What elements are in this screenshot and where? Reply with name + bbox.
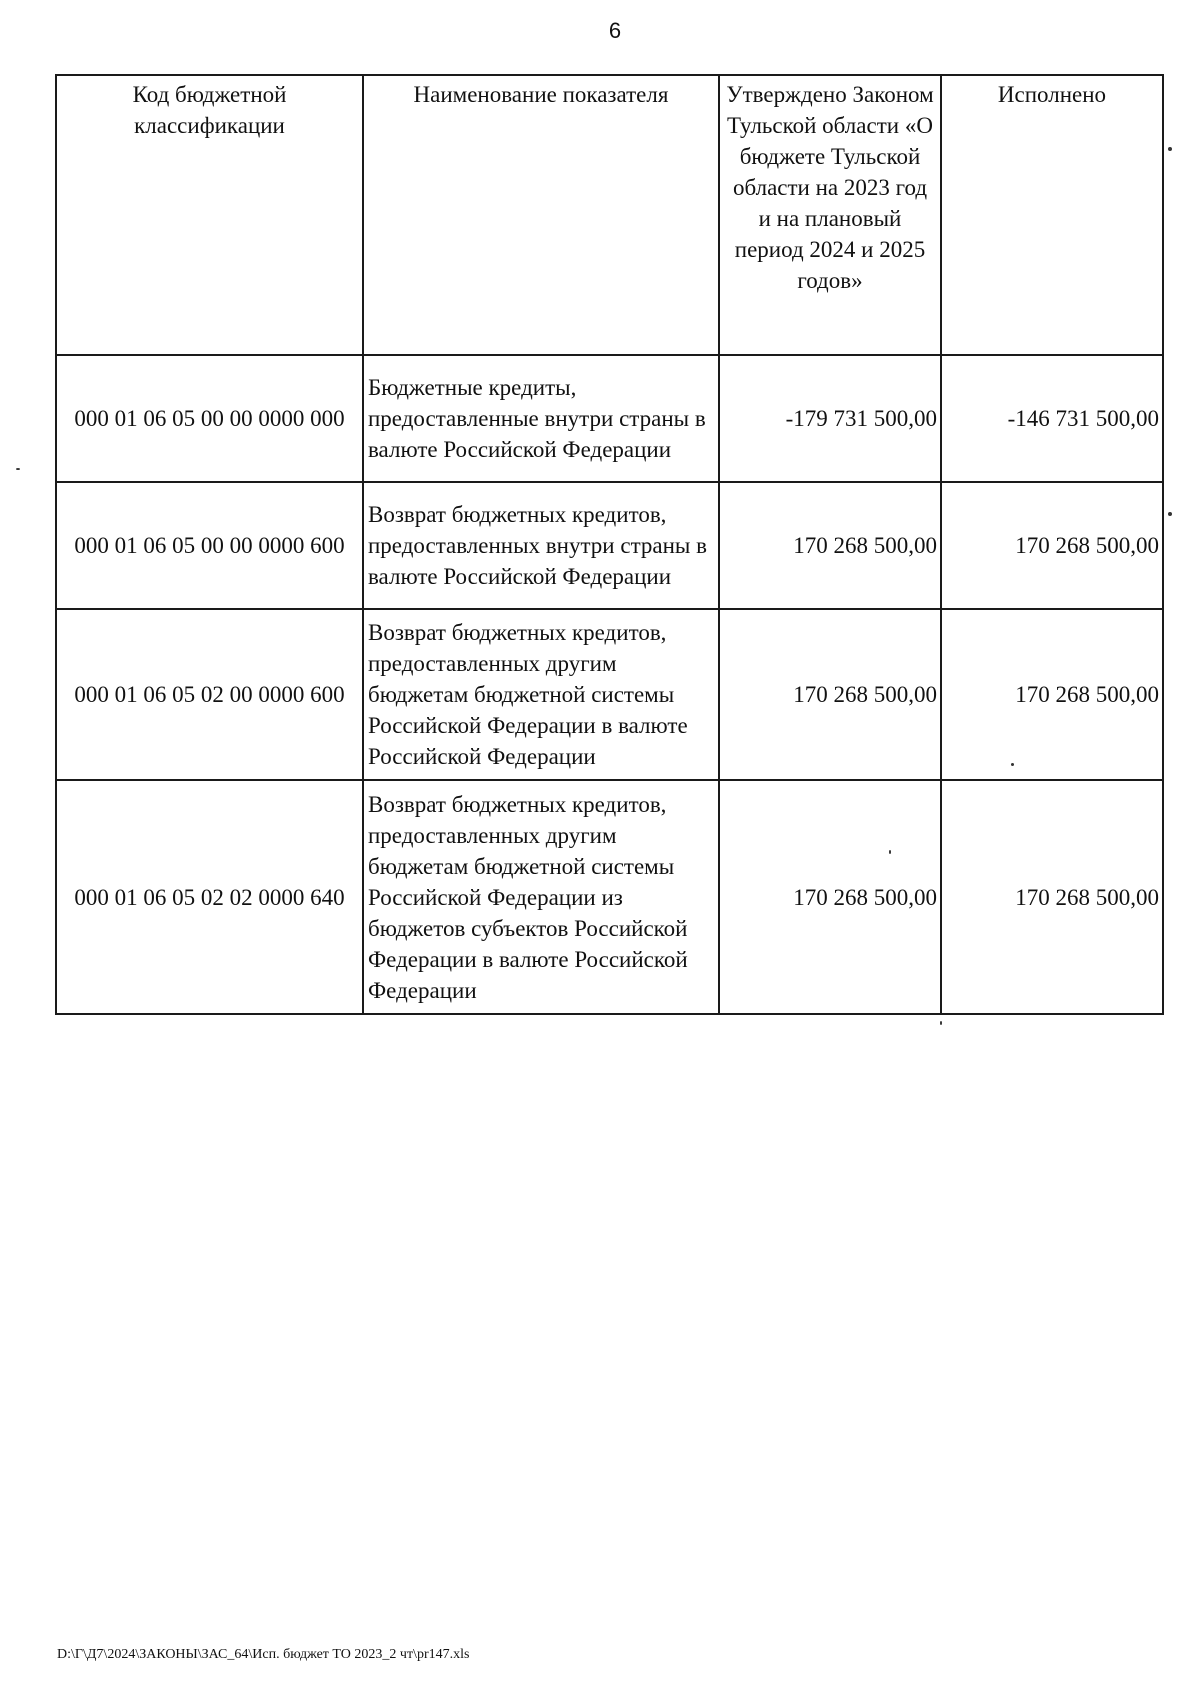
cell-name: Возврат бюджетных кредитов, предоставленных другим бюджетам бюджетной системы Российской Федерации в валюте Российской Федерации (363, 609, 719, 780)
header-approved: Утверждено Законом Тульской области «О бюджете Тульской области на 2023 год и на плановый период 2024 и 2025 годов» (719, 75, 941, 355)
cell-code: 000 01 06 05 02 00 0000 600 (56, 609, 363, 780)
cell-name: Возврат бюджетных кредитов, предоставленных другим бюджетам бюджетной системы Российской Федерации из бюджетов субъектов Российской Федерации в валюте Российской Федерации (363, 780, 719, 1014)
scan-speck (1168, 512, 1172, 516)
table-row (56, 780, 1163, 1014)
cell-approved: -179 731 500,00 (719, 355, 941, 482)
scan-speck (889, 850, 891, 854)
scan-speck (1168, 147, 1172, 151)
table-body (56, 355, 1163, 1014)
cell-code: 000 01 06 05 00 00 0000 000 (56, 355, 363, 482)
page-number: 6 (608, 18, 622, 43)
cell-executed: 170 268 500,00 (941, 780, 1163, 1014)
cell-code: 000 01 06 05 02 02 0000 640 (56, 780, 363, 1014)
table-header (56, 75, 1163, 355)
scan-speck (16, 468, 20, 470)
scan-speck (940, 1021, 942, 1025)
footer-file-path: D:\Г\Д7\2024\ЗАКОНЫ\ЗАС_64\Исп. бюджет ТО 2023_2 чт\pr147.xls (57, 1647, 470, 1662)
header-name: Наименование показателя (363, 75, 719, 355)
cell-approved: 170 268 500,00 (719, 780, 941, 1014)
cell-name: Возврат бюджетных кредитов, предоставленных внутри страны в валюте Российской Федерации (363, 482, 719, 609)
header-executed: Исполнено (941, 75, 1163, 355)
table-row (56, 355, 1163, 482)
cell-name: Бюджетные кредиты, предоставленные внутри страны в валюте Российской Федерации (363, 355, 719, 482)
scan-speck (1011, 763, 1014, 766)
cell-executed: -146 731 500,00 (941, 355, 1163, 482)
cell-executed: 170 268 500,00 (941, 609, 1163, 780)
table-row (56, 609, 1163, 780)
table-row (56, 482, 1163, 609)
header-row (56, 75, 1163, 355)
cell-approved: 170 268 500,00 (719, 482, 941, 609)
cell-code: 000 01 06 05 00 00 0000 600 (56, 482, 363, 609)
cell-executed: 170 268 500,00 (941, 482, 1163, 609)
header-code: Код бюджетной классификации (56, 75, 363, 355)
cell-approved: 170 268 500,00 (719, 609, 941, 780)
budget-table (55, 74, 1164, 1015)
